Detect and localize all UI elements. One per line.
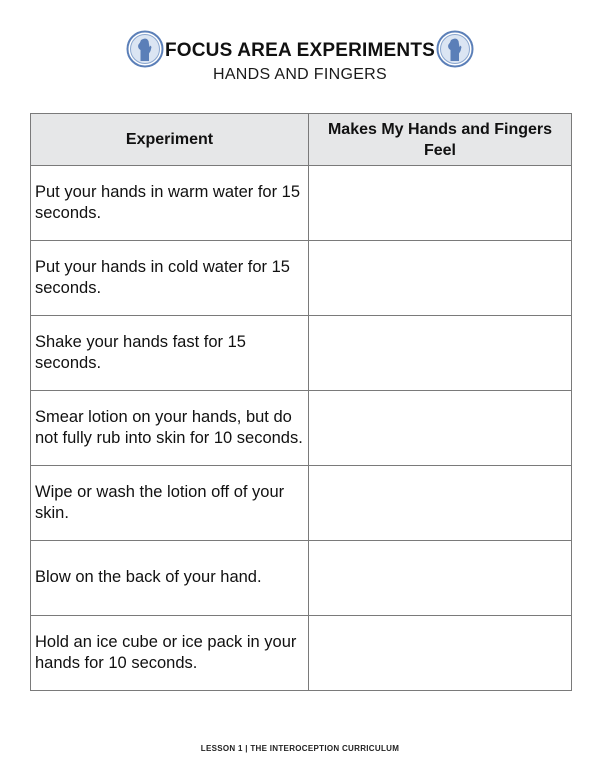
experiment-cell: Blow on the back of your hand.	[31, 541, 309, 616]
experiment-cell: Put your hands in warm water for 15 seconds.	[31, 166, 309, 241]
feel-response-cell[interactable]	[309, 166, 572, 241]
page-header	[0, 30, 600, 90]
experiment-cell: Wipe or wash the lotion off of your skin.	[31, 466, 309, 541]
experiment-cell: Shake your hands fast for 15 seconds.	[31, 316, 309, 391]
experiments-table	[30, 113, 572, 691]
table-header-row	[31, 114, 572, 166]
table-row	[31, 166, 572, 241]
feel-response-cell[interactable]	[309, 466, 572, 541]
table-row	[31, 316, 572, 391]
experiment-cell: Hold an ice cube or ice pack in your hands for 10 seconds.	[31, 616, 309, 691]
table-row	[31, 391, 572, 466]
experiment-cell: Smear lotion on your hands, but do not fully rub into skin for 10 seconds.	[31, 391, 309, 466]
experiment-cell: Put your hands in cold water for 15 seconds.	[31, 241, 309, 316]
table-row	[31, 541, 572, 616]
feel-response-cell[interactable]	[309, 241, 572, 316]
table-row	[31, 466, 572, 541]
feel-response-cell[interactable]	[309, 616, 572, 691]
table-row	[31, 241, 572, 316]
page-subtitle: HANDS AND FINGERS	[212, 66, 387, 83]
feel-response-cell[interactable]	[309, 316, 572, 391]
feel-response-cell[interactable]	[309, 541, 572, 616]
feel-response-cell[interactable]	[309, 391, 572, 466]
page-title: FOCUS AREA EXPERIMENTS	[164, 40, 436, 61]
column-header-feel: Makes My Hands and Fingers Feel	[309, 114, 572, 166]
page-footer: LESSON 1 | THE INTEROCEPTION CURRICULUM	[200, 744, 400, 753]
table-row	[31, 616, 572, 691]
column-header-experiment: Experiment	[31, 114, 309, 166]
